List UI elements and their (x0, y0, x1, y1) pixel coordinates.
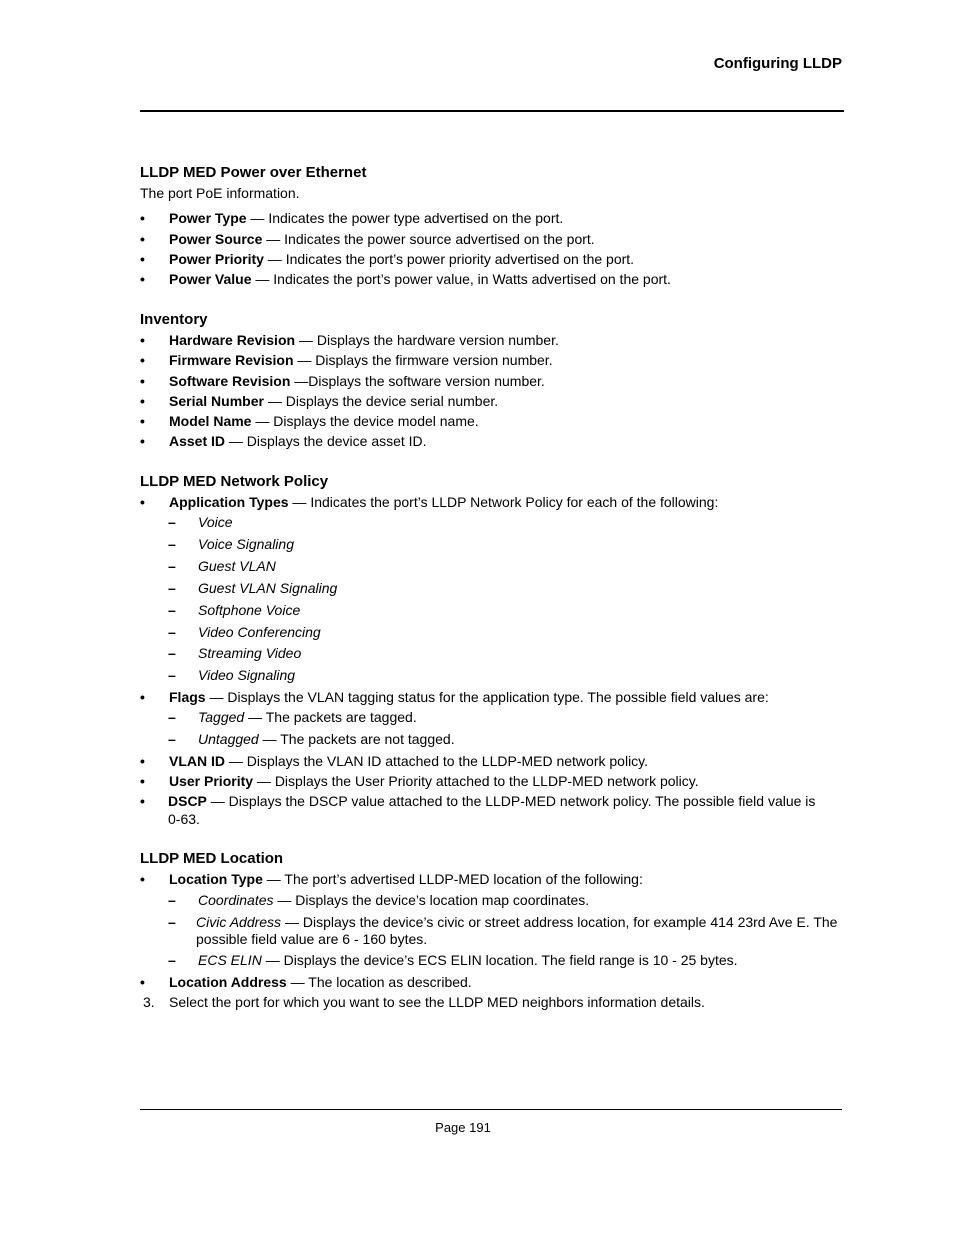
term: Location Address (169, 974, 287, 990)
dash-icon: – (168, 709, 176, 725)
desc: — Displays the DSCP value attached to the LLDP-MED network policy. The possible field value is 0-63. (168, 793, 816, 827)
desc: — Displays the device’s civic or street address location, for example 414 23rd Ave E. The possible field value are 6 - 160 bytes. (196, 914, 838, 947)
term: Streaming Video (198, 645, 302, 661)
term: Softphone Voice (198, 602, 301, 618)
term: User Priority (169, 773, 254, 789)
term: Tagged (198, 709, 245, 725)
desc: — The packets are not tagged. (258, 731, 455, 747)
dash-icon: – (168, 558, 176, 574)
term: Software Revision (169, 373, 291, 389)
desc: — Displays the device model name. (251, 413, 479, 429)
term: DSCP (168, 793, 207, 809)
term: Video Signaling (198, 667, 296, 683)
term: Power Type (169, 210, 247, 226)
bullet-icon: • (140, 352, 145, 368)
bullet-icon: • (140, 231, 145, 247)
desc: —Displays the software version number. (290, 373, 545, 389)
section-title-inventory: Inventory (140, 311, 208, 328)
bullet-icon: • (140, 793, 145, 809)
bullet-icon: • (140, 393, 145, 409)
term: Asset ID (169, 433, 226, 449)
term: Firmware Revision (169, 352, 294, 368)
step-number: 3. (143, 994, 155, 1010)
step-text: Select the port for which you want to see the LLDP MED neighbors information details. (169, 994, 705, 1010)
desc: — Displays the firmware version number. (293, 352, 553, 368)
bullet-icon: • (140, 494, 145, 510)
term: Untagged (198, 731, 259, 747)
section-title-network-policy: LLDP MED Network Policy (140, 473, 329, 490)
dash-icon: – (168, 602, 176, 618)
section-title-location: LLDP MED Location (140, 850, 284, 867)
term: Guest VLAN Signaling (198, 580, 338, 596)
bullet-icon: • (140, 373, 145, 389)
bullet-icon: • (140, 974, 145, 990)
bullet-icon: • (140, 210, 145, 226)
bullet-icon: • (140, 773, 145, 789)
term: Voice (198, 514, 233, 530)
bullet-icon: • (140, 871, 145, 887)
desc: — Displays the VLAN tagging status for the application type. The possible field values are: (205, 689, 769, 705)
bullet-icon: • (140, 413, 145, 429)
term: Flags (169, 689, 206, 705)
term: Power Priority (169, 251, 264, 267)
term: Hardware Revision (169, 332, 296, 348)
term: Power Source (169, 231, 263, 247)
term: ECS ELIN (198, 952, 262, 968)
desc: — Displays the User Priority attached to the LLDP-MED network policy. (253, 773, 699, 789)
desc: — Displays the device’s ECS ELIN location. The field range is 10 - 25 bytes. (261, 952, 738, 968)
dash-icon: – (168, 514, 176, 530)
term: Serial Number (169, 393, 264, 409)
dash-icon: – (168, 914, 176, 930)
term: Guest VLAN (198, 558, 276, 574)
desc: — The packets are tagged. (244, 709, 417, 725)
bullet-icon: • (140, 251, 145, 267)
desc: — Displays the VLAN ID attached to the LLDP-MED network policy. (225, 753, 649, 769)
dash-icon: – (168, 952, 176, 968)
desc: — Displays the hardware version number. (295, 332, 559, 348)
term: VLAN ID (169, 753, 225, 769)
term: Application Types (169, 494, 289, 510)
desc: — Displays the device asset ID. (225, 433, 427, 449)
term: Video Conferencing (198, 624, 321, 640)
dash-icon: – (168, 667, 176, 683)
desc: — Indicates the port’s LLDP Network Policy for each of the following: (288, 494, 719, 510)
bullet-icon: • (140, 753, 145, 769)
desc: — Indicates the port’s power priority advertised on the port. (263, 251, 635, 267)
desc: — Indicates the power source advertised on the port. (262, 231, 595, 247)
bullet-icon: • (140, 433, 145, 449)
dash-icon: – (168, 536, 176, 552)
page-number: Page 191 (435, 1120, 491, 1135)
bullet-icon: • (140, 689, 145, 705)
section-title-poe: LLDP MED Power over Ethernet (140, 164, 367, 181)
bullet-icon: • (140, 271, 145, 287)
desc: — The port’s advertised LLDP-MED location of the following: (262, 871, 643, 887)
dash-icon: – (168, 892, 176, 908)
header-divider (140, 110, 844, 112)
desc: — Indicates the port’s power value, in Watts advertised on the port. (251, 271, 671, 287)
dash-icon: – (168, 645, 176, 661)
header-title: Configuring LLDP (713, 55, 842, 72)
bullet-icon: • (140, 332, 145, 348)
term: Model Name (169, 413, 252, 429)
dash-icon: – (168, 580, 176, 596)
term: Power Value (169, 271, 252, 287)
term: Coordinates (198, 892, 274, 908)
desc: — The location as described. (286, 974, 472, 990)
term: Voice Signaling (198, 536, 294, 552)
footer-divider (140, 1109, 842, 1110)
dash-icon: – (168, 731, 176, 747)
poe-intro: The port PoE information. (140, 185, 300, 201)
dash-icon: – (168, 624, 176, 640)
term: Location Type (169, 871, 263, 887)
term: Civic Address (196, 914, 282, 930)
desc: — Displays the device serial number. (263, 393, 499, 409)
desc: — Displays the device’s location map coordinates. (273, 892, 590, 908)
desc: — Indicates the power type advertised on the port. (246, 210, 564, 226)
